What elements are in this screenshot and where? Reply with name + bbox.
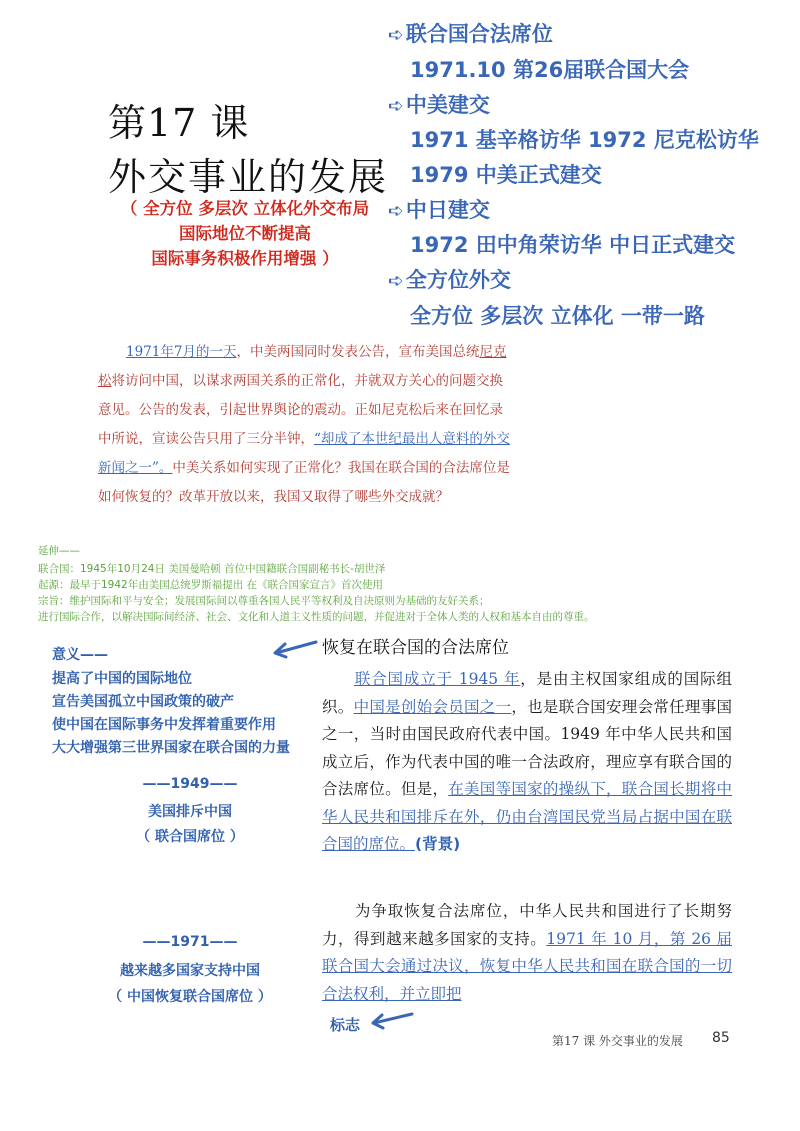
subtitle-line-1: （ 全方位 多层次 立体化外交布局 <box>120 199 370 218</box>
page-number: 85 <box>712 1030 730 1046</box>
extension-line: 联合国：1945年10月24日 美国曼哈顿 首位中国籍联合国副秘书长-胡世泽 <box>38 563 386 575</box>
note-1949-sub: （ 联合国席位 ） <box>136 829 244 845</box>
outline-sub: 1972 田中角荣访华 中日正式建交 <box>410 233 736 257</box>
note-1971-year: ——1971—— <box>142 934 238 950</box>
significance-item: 大大增强第三世界国家在联合国的力量 <box>52 740 290 756</box>
arrow-right-icon: ➪ <box>388 270 404 292</box>
outline-sub: 1971 基辛格访华 1972 尼克松访华 <box>410 128 759 152</box>
outline-item-un-seat: ➪联合国合法席位 <box>388 22 553 46</box>
significance-title: 意义—— <box>52 647 108 663</box>
extension-line: 宗旨：维护国际和平与安全；发展国际间以尊重各国人民平等权利及自决原则为基础的友好关系； <box>38 595 490 607</box>
marker-note: 标志 <box>330 1016 361 1034</box>
extension-line: 起源：最早于1942年由美国总统罗斯福提出 在《联合国家宣言》首次使用 <box>38 579 384 591</box>
outline-sub: 1979 中美正式建交 <box>410 163 602 187</box>
lesson-number: 第17 课 <box>108 101 250 145</box>
outline-sub: 全方位 多层次 立体化 一带一路 <box>410 304 705 328</box>
subtitle-line-3: 国际事务积极作用增强 ） <box>151 249 339 268</box>
arrow-right-icon: ➪ <box>388 200 404 222</box>
note-1971-sub: （ 中国恢复联合国席位 ） <box>108 989 272 1005</box>
extension-line: 进行国际合作，以解决国际间经济、社会、文化和人道主义性质的问题，并促进对于全体人类的人权和基本自由的尊重。 <box>38 611 595 623</box>
section-paragraph-1: 联合国成立于 1945 年，是由主权国家组成的国际组织。中国是创始会员国之一，也是联合国安理会常任理事国之一，当时由国民政府代表中国。1949 年中华人民共和国成立后，作为代表中国的唯一合法政府，理应享有联合国的合法席位。但是，在美国等国家的操纵下，联合国长期将中华人民共和国排斥在外，仍由台湾国民党当局占据中国在联合国的席位。(背景) <box>322 670 732 853</box>
outline-item-sino-us: ➪中美建交 <box>388 93 490 117</box>
arrow-right-icon: ➪ <box>388 24 404 46</box>
arrow-left-icon <box>368 1008 418 1032</box>
subtitle-line-2: 国际地位不断提高 <box>179 224 311 243</box>
significance-item: 宣告美国孤立中国政策的破产 <box>52 694 234 710</box>
outline-sub: 1971.10 第26届联合国大会 <box>410 58 690 82</box>
section-paragraph-2: 为争取恢复合法席位，中华人民共和国进行了长期努力，得到越来越多国家的支持。1971 年 10 月，第 26 届联合国大会通过决议，恢复中华人民共和国在联合国的一切合法权利，并立即把 <box>322 902 732 1003</box>
outline-item-omni-diplomacy: ➪全方位外交 <box>388 268 511 292</box>
section-heading: 恢复在联合国的合法席位 <box>322 638 509 658</box>
significance-item: 使中国在国际事务中发挥着重要作用 <box>52 717 276 733</box>
footer-lesson: 第17 课 外交事业的发展 <box>552 1034 683 1048</box>
arrow-left-icon <box>270 636 320 660</box>
significance-item: 提高了中国的国际地位 <box>52 671 192 687</box>
background-tag: (背景) <box>415 835 461 853</box>
note-1949-text: 美国排斥中国 <box>148 804 232 820</box>
lesson-title: 外交事业的发展 <box>108 155 389 199</box>
intro-paragraph: 1971年7月的一天，中美两国同时发表公告，宣布美国总统尼克松将访问中国，以谋求两国关系的正常化，并就双方关心的问题交换意见。公告的发表，引起世界舆论的震动。正如尼克松后来在回忆录中所说，宣读公告只用了三分半钟，“却成了本世纪最出人意料的外交新闻之一”。中美关系如何实现了正常化？我国在联合国的合法席位是如何恢复的？改革开放以来，我国又取得了哪些外交成就？ <box>98 344 510 505</box>
arrow-right-icon: ➪ <box>388 95 404 117</box>
note-1971-text: 越来越多国家支持中国 <box>120 963 260 979</box>
extension-heading: 延伸—— <box>38 545 80 557</box>
outline-item-sino-japan: ➪中日建交 <box>388 198 490 222</box>
note-1949-year: ——1949—— <box>142 776 238 792</box>
